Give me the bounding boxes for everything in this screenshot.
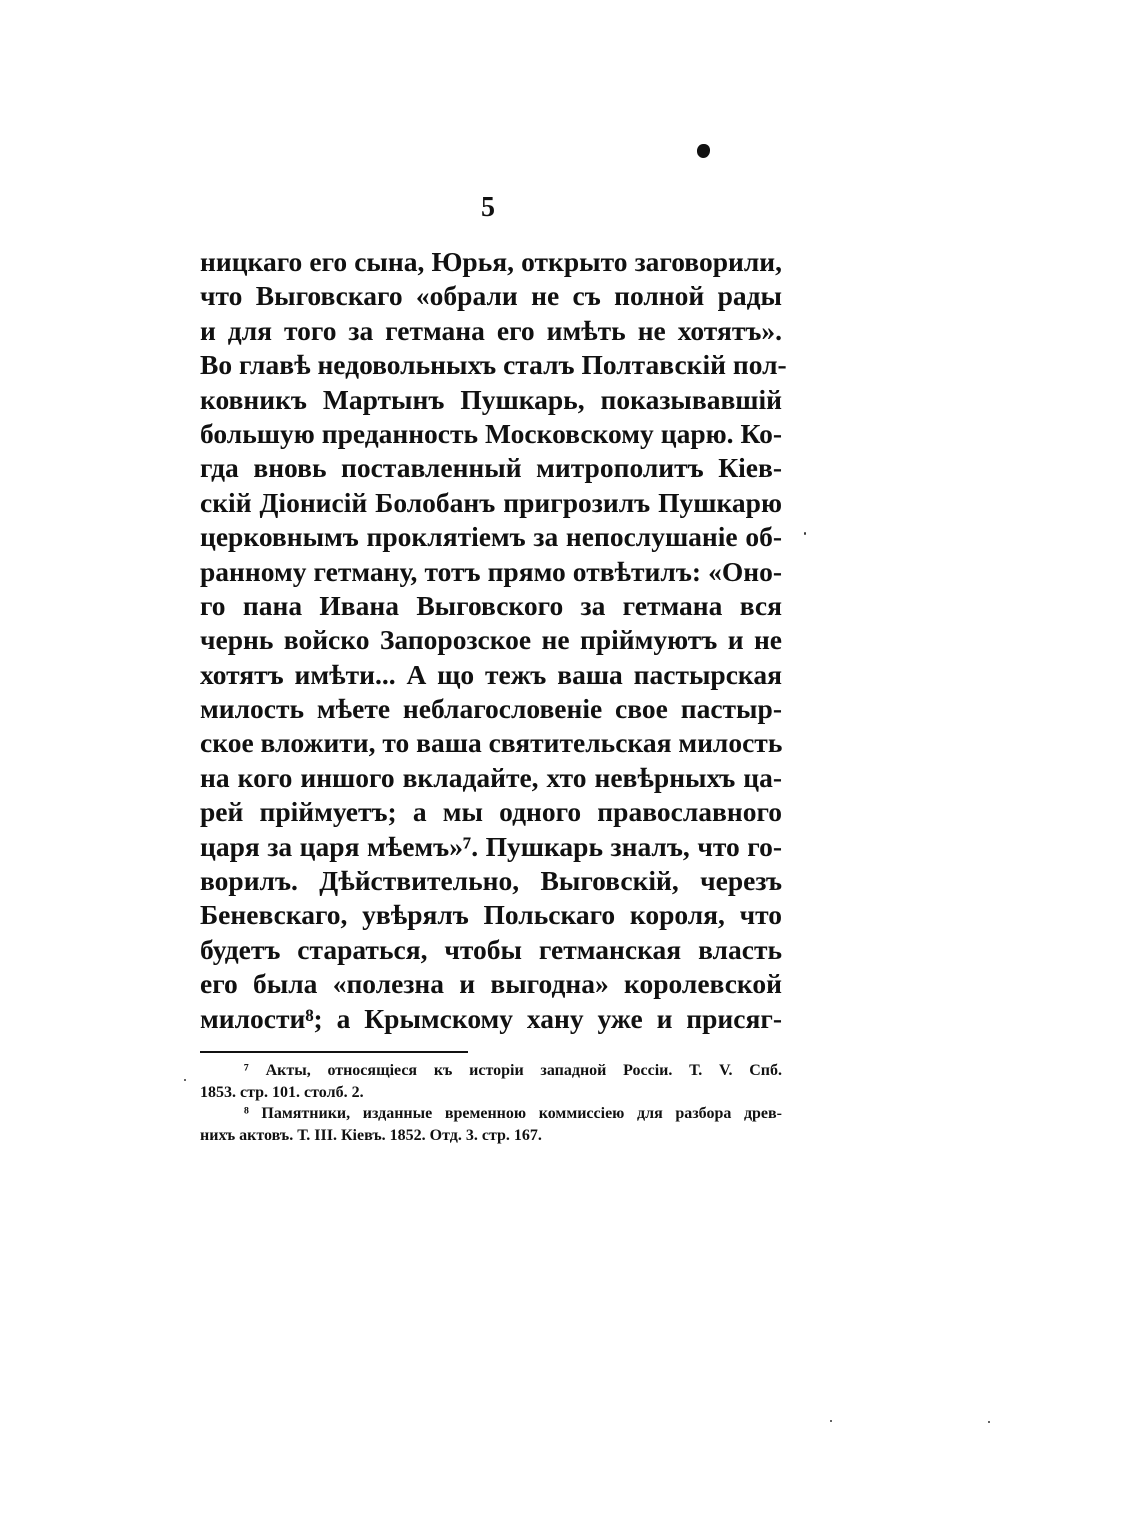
- page-number: 5: [481, 192, 495, 223]
- footnote-8: [200, 1103, 782, 1146]
- text-line: ворилъ. Дѣйствительно, Выговскій, черезъ: [200, 865, 782, 897]
- footnote-7: [200, 1060, 782, 1103]
- text-line: его была «полезна и выгодна» королевской: [200, 968, 782, 1000]
- text-line: царя за царя мѣемъ»⁷. Пушкарь зналъ, что го-: [200, 830, 782, 862]
- text-line: церковнымъ проклятіемъ за непослушаніе об-: [200, 521, 782, 553]
- footnote-text: Памятники, изданные временною коммиссіею для разбора древ-: [261, 1105, 783, 1122]
- footnote-marker: ⁸: [244, 1105, 249, 1122]
- text-line: и для того за гетмана его имѣть не хотятъ».: [200, 314, 782, 346]
- text-line: рей пріймуетъ; а мы одного православного: [200, 796, 782, 828]
- footnote-line: [200, 1103, 782, 1125]
- text-line: ковникъ Мартынъ Пушкарь, показывавшій: [200, 383, 782, 415]
- footnotes: [200, 1060, 782, 1146]
- main-text: [200, 245, 787, 1036]
- footnote-divider: [200, 1051, 468, 1053]
- footnote-line: [200, 1060, 782, 1082]
- text-line: гда вновь поставленный митрополитъ Кіев-: [200, 452, 782, 484]
- speck: [184, 1079, 186, 1081]
- text-line: чернь войско Запорозское не пріймуютъ и не: [200, 624, 782, 656]
- text-line: будетъ стараться, чтобы гетманская власть: [200, 933, 782, 965]
- text-line: ранному гетману, тотъ прямо отвѣтилъ: «Оно-: [200, 555, 782, 587]
- text-line: Во главѣ недовольныхъ сталъ Полтавскій пол-: [200, 349, 787, 381]
- text-line: го пана Ивана Выговского за гетмана вся: [200, 589, 782, 621]
- text-line: на кого иншого вкладайте, хто невѣрныхъ ца-: [200, 761, 782, 793]
- footnote-marker: ⁷: [244, 1062, 249, 1079]
- text-line: хотятъ имѣти... А що тежъ ваша пастырская: [200, 658, 782, 690]
- text-line: Беневскаго, увѣрялъ Польскаго короля, что: [200, 899, 782, 931]
- text-line: что Выговскаго «обрали не съ полной рады: [200, 280, 782, 312]
- footnote-text: Акты, относящіеся къ исторіи западной Россіи. Т. V. Спб.: [265, 1062, 783, 1079]
- text-line: скій Діонисій Болобанъ пригрозилъ Пушкарю: [200, 486, 782, 518]
- text-line: ское вложити, то ваша святительская милость: [200, 727, 783, 759]
- footnote-line: 1853. стр. 101. столб. 2.: [200, 1083, 364, 1101]
- text-line: большую преданность Московскому царю. Ко-: [200, 417, 782, 449]
- footnote-line: нихъ актовъ. Т. III. Кіевъ. 1852. Отд. 3. стр. 167.: [200, 1126, 542, 1144]
- speck: [988, 1421, 990, 1423]
- text-line: милости⁸; а Крымскому хану уже и присяг-: [200, 1002, 782, 1034]
- ink-blot: [697, 144, 710, 158]
- text-line: милость мѣете неблагословеніе свое пастыр-: [200, 693, 782, 725]
- speck: [830, 1420, 832, 1422]
- text-line: ницкаго его сына, Юрья, открыто заговорили,: [200, 246, 782, 277]
- speck: [804, 532, 806, 535]
